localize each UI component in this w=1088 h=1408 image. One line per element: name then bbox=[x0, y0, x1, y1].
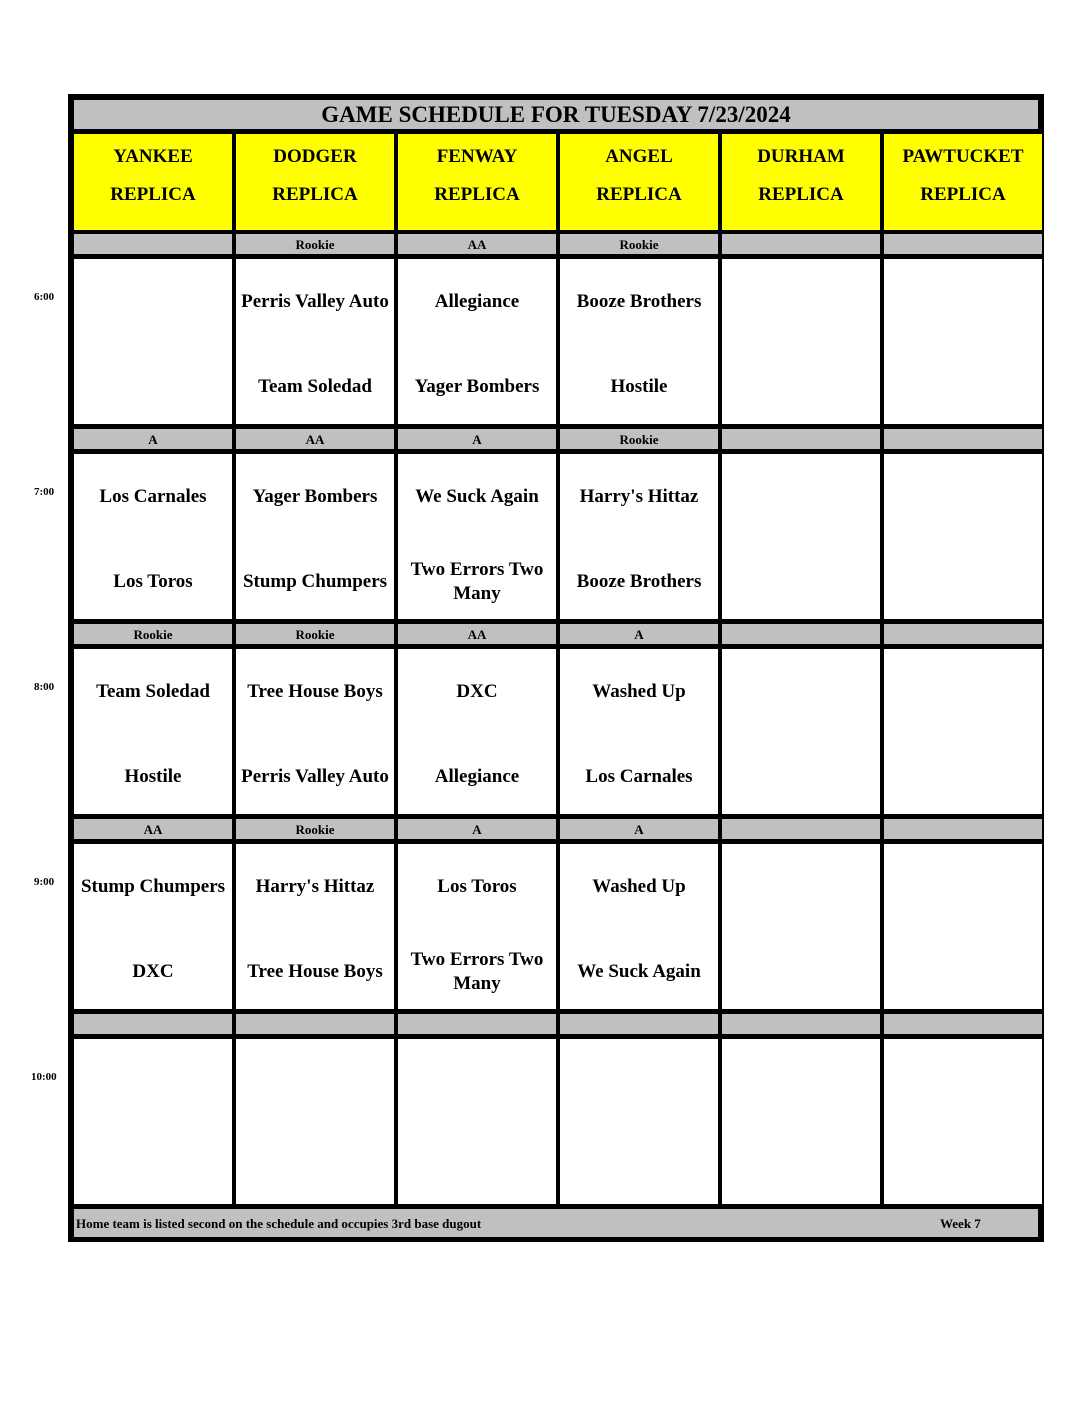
game-cell bbox=[884, 844, 1042, 1009]
division-label: AA bbox=[398, 624, 556, 644]
home-team: Booze Brothers bbox=[576, 571, 702, 592]
division-label bbox=[722, 819, 880, 839]
away-team: Allegiance bbox=[434, 291, 520, 312]
home-team: Perris Valley Auto bbox=[241, 766, 389, 787]
home-team: Tree House Boys bbox=[247, 961, 383, 982]
away-team: Los Carnales bbox=[99, 486, 207, 507]
game-cell bbox=[236, 454, 394, 619]
division-label bbox=[722, 1014, 880, 1034]
division-label: A bbox=[560, 624, 718, 644]
home-team: We Suck Again bbox=[577, 961, 701, 982]
division-label bbox=[398, 1014, 556, 1034]
division-label bbox=[884, 624, 1042, 644]
home-team bbox=[722, 556, 880, 608]
home-team: Two Errors Two Many bbox=[410, 949, 544, 994]
game-cell bbox=[884, 259, 1042, 424]
away-team bbox=[722, 1056, 880, 1108]
game-cell bbox=[236, 649, 394, 814]
home-team bbox=[884, 751, 1042, 803]
home-team bbox=[722, 361, 880, 413]
home-team: Los Toros bbox=[113, 571, 193, 592]
field-name: DODGER bbox=[273, 146, 357, 167]
game-cell bbox=[884, 649, 1042, 814]
game-cell bbox=[74, 649, 232, 814]
division-label: AA bbox=[236, 429, 394, 449]
away-team bbox=[722, 666, 880, 718]
game-cell bbox=[722, 649, 880, 814]
away-team: We Suck Again bbox=[415, 486, 539, 507]
home-team: Hostile bbox=[124, 766, 182, 787]
division-label: Rookie bbox=[74, 624, 232, 644]
home-team: Los Carnales bbox=[585, 766, 693, 787]
away-team bbox=[722, 471, 880, 523]
field-name: PAWTUCKET bbox=[902, 146, 1024, 167]
field-name: FENWAY bbox=[436, 146, 518, 167]
game-cell bbox=[884, 454, 1042, 619]
home-team bbox=[884, 361, 1042, 413]
week-label: Week 7 bbox=[940, 1216, 981, 1231]
home-team: DXC bbox=[132, 961, 174, 982]
division-label: Rookie bbox=[236, 234, 394, 254]
division-label: A bbox=[560, 819, 718, 839]
field-header bbox=[884, 134, 1042, 230]
home-team bbox=[236, 1141, 394, 1193]
field-header bbox=[722, 134, 880, 230]
away-team bbox=[398, 1056, 556, 1108]
away-team bbox=[74, 276, 232, 328]
away-team bbox=[884, 276, 1042, 328]
home-team: Yager Bombers bbox=[414, 376, 540, 397]
field-name: YANKEE bbox=[113, 146, 193, 167]
away-team: Team Soledad bbox=[96, 681, 210, 702]
home-team bbox=[722, 946, 880, 998]
away-team bbox=[236, 1056, 394, 1108]
field-subtitle: REPLICA bbox=[434, 184, 520, 205]
home-team: Stump Chumpers bbox=[242, 571, 388, 592]
game-cell bbox=[560, 649, 718, 814]
field-header bbox=[74, 134, 232, 230]
home-team bbox=[722, 751, 880, 803]
division-label bbox=[884, 234, 1042, 254]
division-label: A bbox=[74, 429, 232, 449]
home-team bbox=[74, 361, 232, 413]
game-cell bbox=[398, 259, 556, 424]
game-cell bbox=[236, 844, 394, 1009]
home-team bbox=[722, 1141, 880, 1193]
field-subtitle: REPLICA bbox=[758, 184, 844, 205]
field-subtitle: REPLICA bbox=[596, 184, 682, 205]
home-team bbox=[74, 1141, 232, 1193]
division-label bbox=[74, 234, 232, 254]
home-team bbox=[884, 556, 1042, 608]
away-team bbox=[884, 1056, 1042, 1108]
game-cell bbox=[722, 844, 880, 1009]
game-cell bbox=[560, 844, 718, 1009]
home-team bbox=[884, 1141, 1042, 1193]
game-cell bbox=[722, 454, 880, 619]
game-cell bbox=[398, 1039, 556, 1204]
away-team bbox=[722, 861, 880, 913]
field-header bbox=[398, 134, 556, 230]
game-cell bbox=[398, 454, 556, 619]
game-cell bbox=[884, 1039, 1042, 1204]
field-subtitle: REPLICA bbox=[920, 184, 1006, 205]
field-name: ANGEL bbox=[605, 146, 673, 167]
away-team: Tree House Boys bbox=[247, 681, 383, 702]
division-label: Rookie bbox=[236, 819, 394, 839]
division-label bbox=[236, 1014, 394, 1034]
home-team: Hostile bbox=[610, 376, 668, 397]
time-label: 6:00 bbox=[34, 291, 55, 303]
game-cell bbox=[74, 259, 232, 424]
home-team: Allegiance bbox=[434, 766, 520, 787]
home-team bbox=[884, 946, 1042, 998]
game-cell bbox=[560, 259, 718, 424]
away-team: Washed Up bbox=[592, 876, 686, 897]
away-team bbox=[884, 666, 1042, 718]
home-team-note: Home team is listed second on the schedule and occupies 3rd base dugout bbox=[76, 1216, 482, 1231]
away-team: Los Toros bbox=[437, 876, 517, 897]
division-label: Rookie bbox=[560, 234, 718, 254]
away-team bbox=[884, 471, 1042, 523]
field-name: DURHAM bbox=[757, 146, 845, 167]
game-cell bbox=[560, 1039, 718, 1204]
time-label: 8:00 bbox=[34, 681, 55, 693]
time-label: 7:00 bbox=[34, 486, 55, 498]
division-label bbox=[722, 429, 880, 449]
field-subtitle: REPLICA bbox=[272, 184, 358, 205]
division-label bbox=[722, 234, 880, 254]
game-cell bbox=[74, 454, 232, 619]
division-label: A bbox=[398, 429, 556, 449]
schedule-footer bbox=[74, 1209, 1038, 1237]
division-label bbox=[884, 429, 1042, 449]
away-team: Harry's Hittaz bbox=[579, 486, 699, 507]
away-team: Perris Valley Auto bbox=[241, 291, 389, 312]
field-header bbox=[560, 134, 718, 230]
away-team: Yager Bombers bbox=[252, 486, 378, 507]
division-label bbox=[722, 624, 880, 644]
game-cell bbox=[74, 844, 232, 1009]
time-label: 9:00 bbox=[34, 876, 55, 888]
division-label bbox=[884, 819, 1042, 839]
home-team bbox=[398, 1141, 556, 1193]
division-label bbox=[74, 1014, 232, 1034]
division-label: AA bbox=[398, 234, 556, 254]
away-team: DXC bbox=[456, 681, 498, 702]
away-team bbox=[884, 861, 1042, 913]
game-cell bbox=[398, 649, 556, 814]
schedule-table bbox=[68, 94, 1044, 1242]
game-cell bbox=[398, 844, 556, 1009]
game-cell bbox=[236, 1039, 394, 1204]
home-team bbox=[560, 1141, 718, 1193]
division-label bbox=[560, 1014, 718, 1034]
division-label bbox=[884, 1014, 1042, 1034]
away-team bbox=[722, 276, 880, 328]
division-label: Rookie bbox=[560, 429, 718, 449]
game-cell bbox=[74, 1039, 232, 1204]
home-team: Two Errors Two Many bbox=[410, 559, 544, 604]
away-team bbox=[74, 1056, 232, 1108]
field-header bbox=[236, 134, 394, 230]
game-cell bbox=[722, 1039, 880, 1204]
division-label: A bbox=[398, 819, 556, 839]
division-label: AA bbox=[74, 819, 232, 839]
away-team: Booze Brothers bbox=[576, 291, 702, 312]
game-cell bbox=[722, 259, 880, 424]
schedule-title: GAME SCHEDULE FOR TUESDAY 7/23/2024 bbox=[74, 100, 1038, 129]
away-team: Stump Chumpers bbox=[80, 876, 226, 897]
home-team: Team Soledad bbox=[258, 376, 372, 397]
time-label: 10:00 bbox=[31, 1071, 57, 1083]
game-cell bbox=[236, 259, 394, 424]
field-subtitle: REPLICA bbox=[110, 184, 196, 205]
division-label: Rookie bbox=[236, 624, 394, 644]
away-team: Harry's Hittaz bbox=[255, 876, 375, 897]
away-team bbox=[560, 1056, 718, 1108]
game-cell bbox=[560, 454, 718, 619]
away-team: Washed Up bbox=[592, 681, 686, 702]
